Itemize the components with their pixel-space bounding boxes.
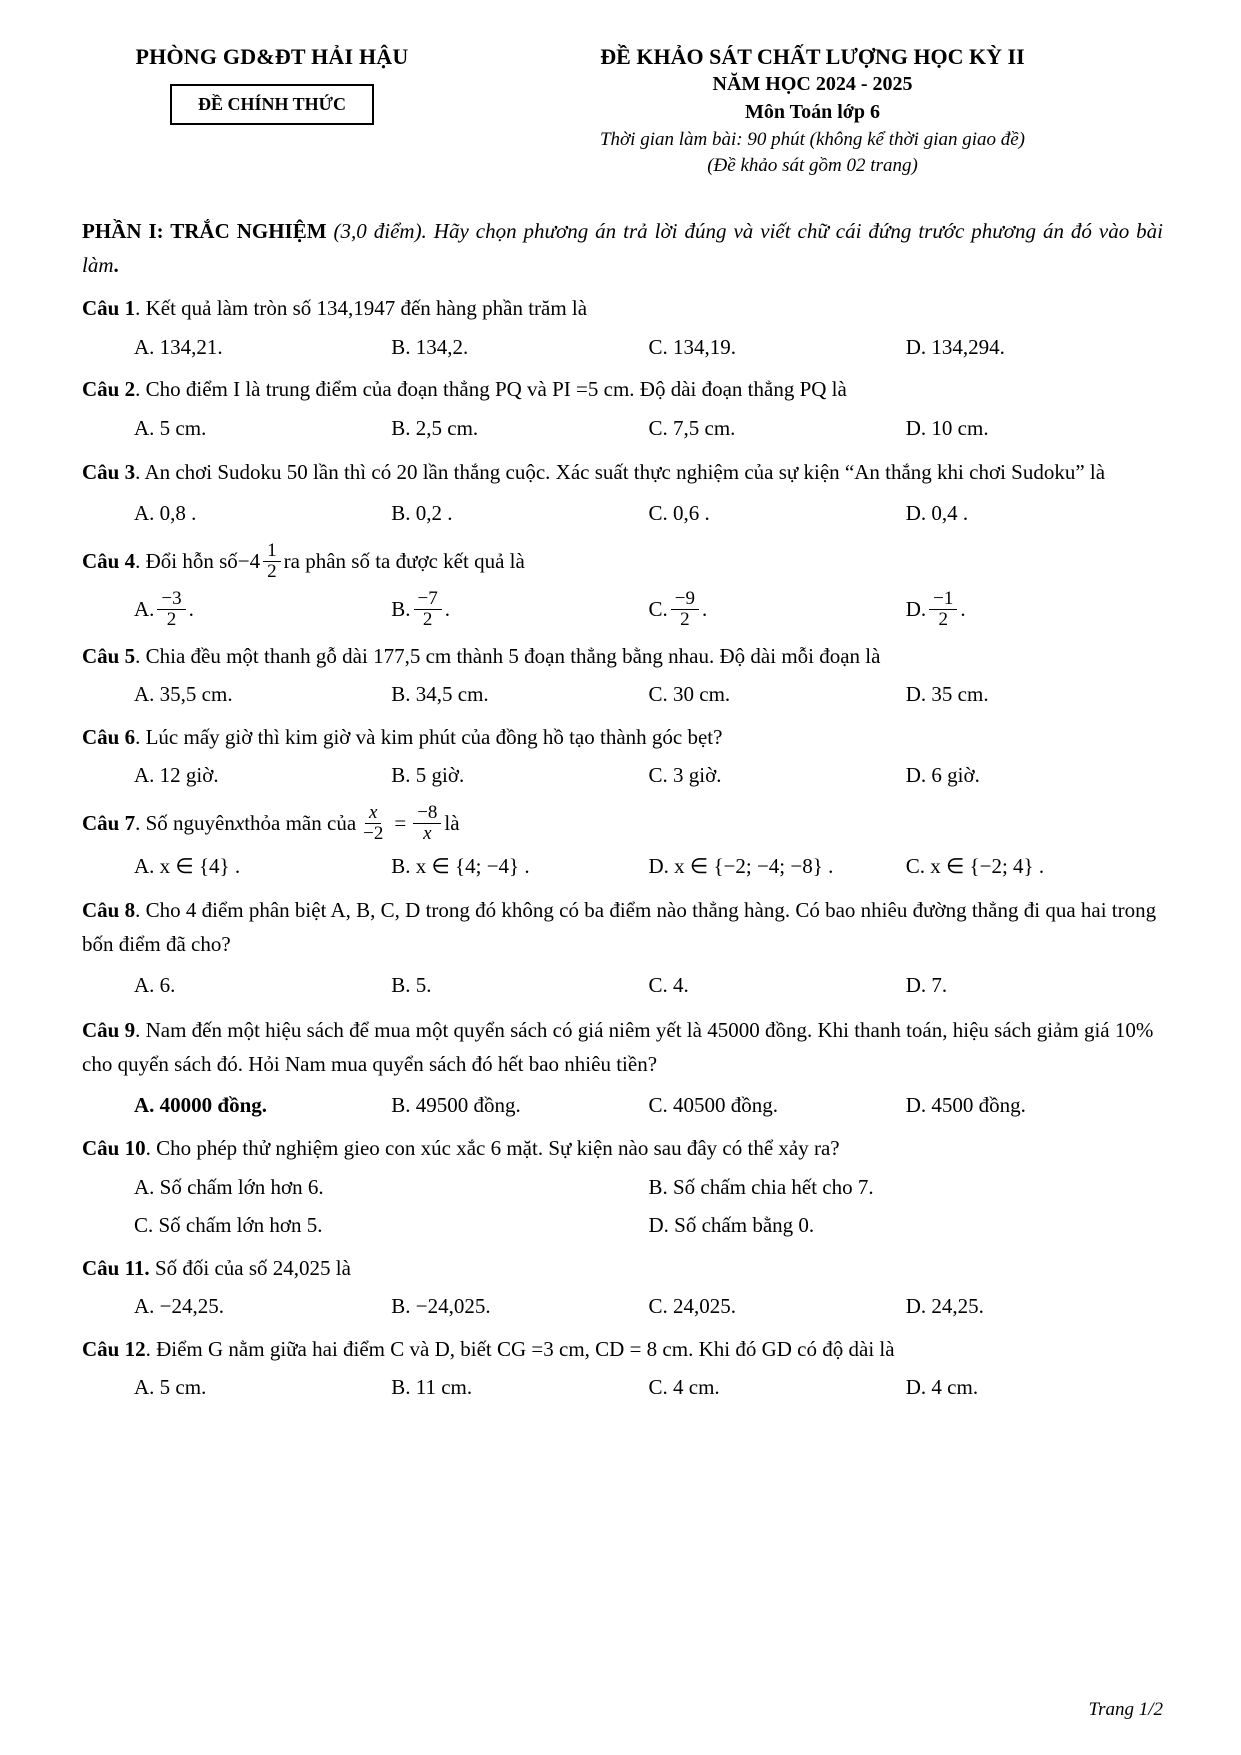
header-right-block	[462, 42, 1163, 180]
question-10-options-row1	[82, 1172, 1163, 1204]
fraction-numerator: −7	[414, 589, 442, 610]
question-11-options	[82, 1291, 1163, 1323]
option-c[interactable]: C. 30 cm.	[648, 682, 731, 707]
question-4	[82, 541, 1163, 630]
option-c[interactable]: C. 134,19.	[648, 334, 737, 359]
option-a[interactable]: A. 5 cm.	[134, 415, 207, 440]
question-10-options-row2	[82, 1210, 1163, 1242]
option-a-tail: .	[188, 596, 194, 621]
fraction-denominator: 2	[267, 561, 277, 583]
page-number: Trang 1/2	[1088, 1699, 1163, 1720]
question-8-label: Câu 8	[82, 898, 136, 923]
question-7-text-before: . Số nguyên	[135, 810, 235, 835]
question-12-stem	[82, 1334, 1163, 1366]
question-8-text: . Cho 4 điểm phân biệt A, B, C, D trong đó không có ba điểm nào thẳng hàng. Có bao nhiêu đường thẳng đi qua hai trong bốn điểm đã cho?	[82, 898, 1157, 957]
option-d[interactable]: D. Số chấm bằng 0.	[648, 1213, 815, 1238]
question-2-options	[82, 413, 1163, 445]
option-d[interactable]: D. 6 giờ.	[905, 763, 980, 788]
option-a[interactable]: A. 12 giờ.	[134, 763, 219, 788]
question-11-label: Câu 11.	[82, 1255, 150, 1280]
question-9	[82, 1013, 1163, 1122]
fraction-denominator: 2	[680, 608, 690, 630]
question-3-label: Câu 3	[82, 460, 136, 485]
exam-duration: Thời gian làm bài: 90 phút (không kể thời gian giao đề)	[599, 128, 1026, 150]
option-c[interactable]: C. 7,5 cm.	[648, 415, 736, 440]
fraction-numerator: x	[365, 803, 381, 824]
question-4-stem	[82, 541, 1163, 582]
question-8-stem	[82, 893, 1163, 961]
option-a[interactable]	[134, 589, 391, 630]
equals-sign: =	[394, 810, 407, 835]
option-b[interactable]	[391, 589, 648, 630]
option-c[interactable]: C. x ∈ {−2; 4} .	[905, 853, 1045, 878]
question-2-text: . Cho điểm I là trung điểm của đoạn thẳng PQ và PI =5 cm. Độ dài đoạn thẳng PQ là	[135, 377, 847, 402]
question-5-options	[82, 679, 1163, 711]
fraction-numerator: −8	[413, 803, 441, 824]
question-5-label: Câu 5	[82, 643, 136, 668]
fraction-numerator: −9	[671, 589, 699, 610]
option-d[interactable]: D. x ∈ {−2; −4; −8} .	[648, 853, 834, 878]
question-2-label: Câu 2	[82, 377, 136, 402]
question-12	[82, 1334, 1163, 1404]
fraction-denominator: 2	[938, 608, 949, 630]
option-b-tail: .	[444, 596, 450, 621]
question-8	[82, 893, 1163, 1002]
option-a[interactable]: A. 0,8 .	[134, 501, 197, 526]
option-b[interactable]: B. 5.	[391, 973, 432, 998]
option-a[interactable]: A. 5 cm.	[134, 1375, 207, 1400]
option-c-tail: .	[701, 596, 708, 621]
question-12-text: . Điểm G nằm giữa hai điểm C và D, biết CG =3 cm, CD = 8 cm. Khi đó GD có độ dài là	[145, 1336, 895, 1361]
question-9-text: . Nam đến một hiệu sách để mua một quyển sách có giá niêm yết là 45000 đồng. Khi thanh toán, hiệu sách giảm giá 10% cho quyển sách đó. Hỏi Nam mua quyển sách đó hết bao nhiêu tiền?	[82, 1018, 1154, 1077]
question-4-label: Câu 4	[82, 548, 136, 573]
question-1-stem	[82, 293, 1163, 325]
option-a[interactable]: A. −24,25.	[134, 1294, 225, 1319]
section-instruction-period: .	[113, 253, 119, 278]
exam-subject: Môn Toán lớp 6	[744, 100, 881, 123]
mixed-fraction	[263, 541, 281, 582]
option-a[interactable]: A. x ∈ {4} .	[134, 853, 241, 878]
official-exam-badge: ĐỀ CHÍNH THỨC	[170, 84, 374, 125]
question-1-label: Câu 1	[82, 296, 136, 321]
question-7-fraction-left	[359, 803, 387, 844]
option-a[interactable]: A. 134,21.	[134, 334, 223, 359]
fraction-denominator: x	[423, 822, 432, 844]
question-9-options	[82, 1088, 1163, 1122]
question-5-text: . Chia đều một thanh gỗ dài 177,5 cm thành 5 đoạn thẳng bằng nhau. Độ dài mỗi đoạn là	[135, 643, 881, 668]
option-c[interactable]: C. 0,6 .	[648, 501, 710, 526]
question-1-text: . Kết quả làm tròn số 134,1947 đến hàng phần trăm là	[135, 296, 588, 321]
option-b-letter: B.	[391, 596, 411, 621]
question-6	[82, 722, 1163, 792]
option-b[interactable]: B. 0,2 .	[391, 501, 453, 526]
option-c[interactable]: C. 4.	[648, 973, 689, 998]
question-6-label: Câu 6	[82, 724, 136, 749]
mixed-whole-part: −4	[237, 548, 261, 573]
question-11-text: Số đối của số 24,025 là	[149, 1255, 351, 1280]
option-b[interactable]: B. Số chấm chia hết cho 7.	[648, 1174, 874, 1199]
option-c[interactable]: C. 24,025.	[648, 1294, 737, 1319]
section-points: (3,0 điểm).	[333, 219, 427, 244]
question-7-stem	[82, 803, 1163, 844]
option-d[interactable]: D. 24,25.	[905, 1294, 984, 1319]
option-b[interactable]: B. 11 cm.	[391, 1375, 473, 1400]
option-a[interactable]: A. 35,5 cm.	[134, 682, 233, 707]
option-b[interactable]: B. 134,2.	[391, 334, 469, 359]
fraction-numerator: −3	[157, 589, 185, 610]
fraction-numerator: −1	[929, 589, 957, 610]
question-7-text-mid: thỏa mãn của	[244, 810, 357, 835]
question-11	[82, 1253, 1163, 1323]
question-2-stem	[82, 374, 1163, 406]
question-9-label: Câu 9	[82, 1018, 136, 1043]
option-a[interactable]: A. 6.	[134, 973, 176, 998]
question-7-text-after: là	[444, 810, 460, 835]
option-c-letter: C.	[648, 596, 668, 621]
document-header	[82, 42, 1163, 180]
mixed-number	[238, 541, 284, 582]
option-b[interactable]: B. 49500 đồng.	[391, 1093, 521, 1118]
option-c[interactable]	[649, 589, 906, 630]
option-c-fraction	[671, 589, 699, 630]
option-c[interactable]: C. 3 giờ.	[648, 763, 722, 788]
option-d-tail: .	[960, 596, 966, 621]
option-d[interactable]: D. 10 cm.	[905, 415, 989, 440]
option-c[interactable]: C. Số chấm lớn hơn 5.	[134, 1213, 323, 1238]
question-7-options	[82, 851, 1163, 883]
question-6-stem	[82, 722, 1163, 754]
question-10-stem	[82, 1133, 1163, 1165]
option-b[interactable]: B. 34,5 cm.	[391, 682, 489, 707]
question-7	[82, 803, 1163, 882]
question-3	[82, 455, 1163, 530]
fraction-denominator: 2	[166, 608, 177, 630]
exam-title: ĐỀ KHẢO SÁT CHẤT LƯỢNG HỌC KỲ II	[600, 44, 1025, 69]
option-d[interactable]: D. 0,4 .	[905, 501, 969, 526]
option-d-letter: D.	[905, 596, 927, 621]
section-instruction-text: Hãy chọn phương án trả lời đúng và viết chữ cái đứng trước phương án đó vào bài làm	[82, 219, 1164, 278]
question-4-text-before: . Đổi hỗn số	[135, 548, 238, 573]
question-4-options	[82, 589, 1163, 630]
question-2	[82, 374, 1163, 444]
option-b[interactable]: B. −24,025.	[391, 1294, 491, 1319]
exam-year: NĂM HỌC 2024 - 2025	[712, 72, 913, 95]
option-d[interactable]: D. 7.	[905, 973, 948, 998]
option-d-fraction	[929, 589, 957, 630]
question-3-options	[82, 496, 1163, 530]
option-c[interactable]: C. 4 cm.	[648, 1375, 720, 1400]
option-b[interactable]: B. 2,5 cm.	[391, 415, 479, 440]
question-6-options	[82, 760, 1163, 792]
section-label: PHẦN I: TRẮC NGHIỆM	[82, 219, 327, 244]
option-d[interactable]	[906, 589, 1163, 630]
question-1	[82, 293, 1163, 363]
question-5-stem	[82, 641, 1163, 673]
option-d[interactable]: D. 35 cm.	[905, 682, 989, 707]
question-10	[82, 1133, 1163, 1242]
question-3-text: . An chơi Sudoku 50 lần thì có 20 lần thắng cuộc. Xác suất thực nghiệm của sự kiện “An thắng khi chơi Sudoku” là	[135, 460, 1106, 485]
option-c[interactable]: C. 40500 đồng.	[648, 1093, 779, 1118]
question-7-label: Câu 7	[82, 810, 136, 835]
question-5	[82, 641, 1163, 711]
option-a-letter: A.	[134, 596, 155, 621]
fraction-numerator: 1	[263, 541, 281, 562]
question-3-stem	[82, 455, 1163, 489]
question-10-text: . Cho phép thử nghiệm gieo con xúc xắc 6 mặt. Sự kiện nào sau đây có thể xảy ra?	[145, 1136, 840, 1161]
question-6-text: . Lúc mấy giờ thì kim giờ và kim phút của đồng hồ tạo thành góc bẹt?	[135, 724, 723, 749]
question-8-options	[82, 968, 1163, 1002]
option-b[interactable]: B. x ∈ {4; −4} .	[391, 853, 530, 878]
fraction-denominator: −2	[363, 822, 384, 844]
option-a[interactable]: A. Số chấm lớn hơn 6.	[134, 1174, 324, 1199]
question-9-stem	[82, 1013, 1163, 1081]
question-7-variable: x	[234, 810, 245, 835]
fraction-denominator: 2	[422, 608, 433, 630]
question-7-fraction-right	[413, 803, 441, 844]
question-1-options	[82, 332, 1163, 364]
question-12-label: Câu 12	[82, 1336, 146, 1361]
question-10-label: Câu 10	[82, 1136, 146, 1161]
header-left-block	[82, 42, 462, 125]
question-11-stem	[82, 1253, 1163, 1285]
option-d[interactable]: D. 134,294.	[905, 334, 1005, 359]
exam-page-count: (Đề khảo sát gồm 02 trang)	[707, 155, 918, 177]
option-d[interactable]: D. 4500 đồng.	[905, 1093, 1026, 1118]
section-instruction	[82, 214, 1163, 282]
option-d[interactable]: D. 4 cm.	[905, 1375, 979, 1400]
option-b[interactable]: B. 5 giờ.	[391, 763, 465, 788]
department-name: PHÒNG GD&ĐT HẢI HẬU	[135, 44, 409, 69]
option-a-fraction	[157, 589, 185, 630]
question-4-text-after: ra phân số ta được kết quả là	[283, 548, 525, 573]
option-a[interactable]: A. 40000 đồng.	[134, 1093, 268, 1118]
question-12-options	[82, 1372, 1163, 1404]
option-b-fraction	[414, 589, 442, 630]
